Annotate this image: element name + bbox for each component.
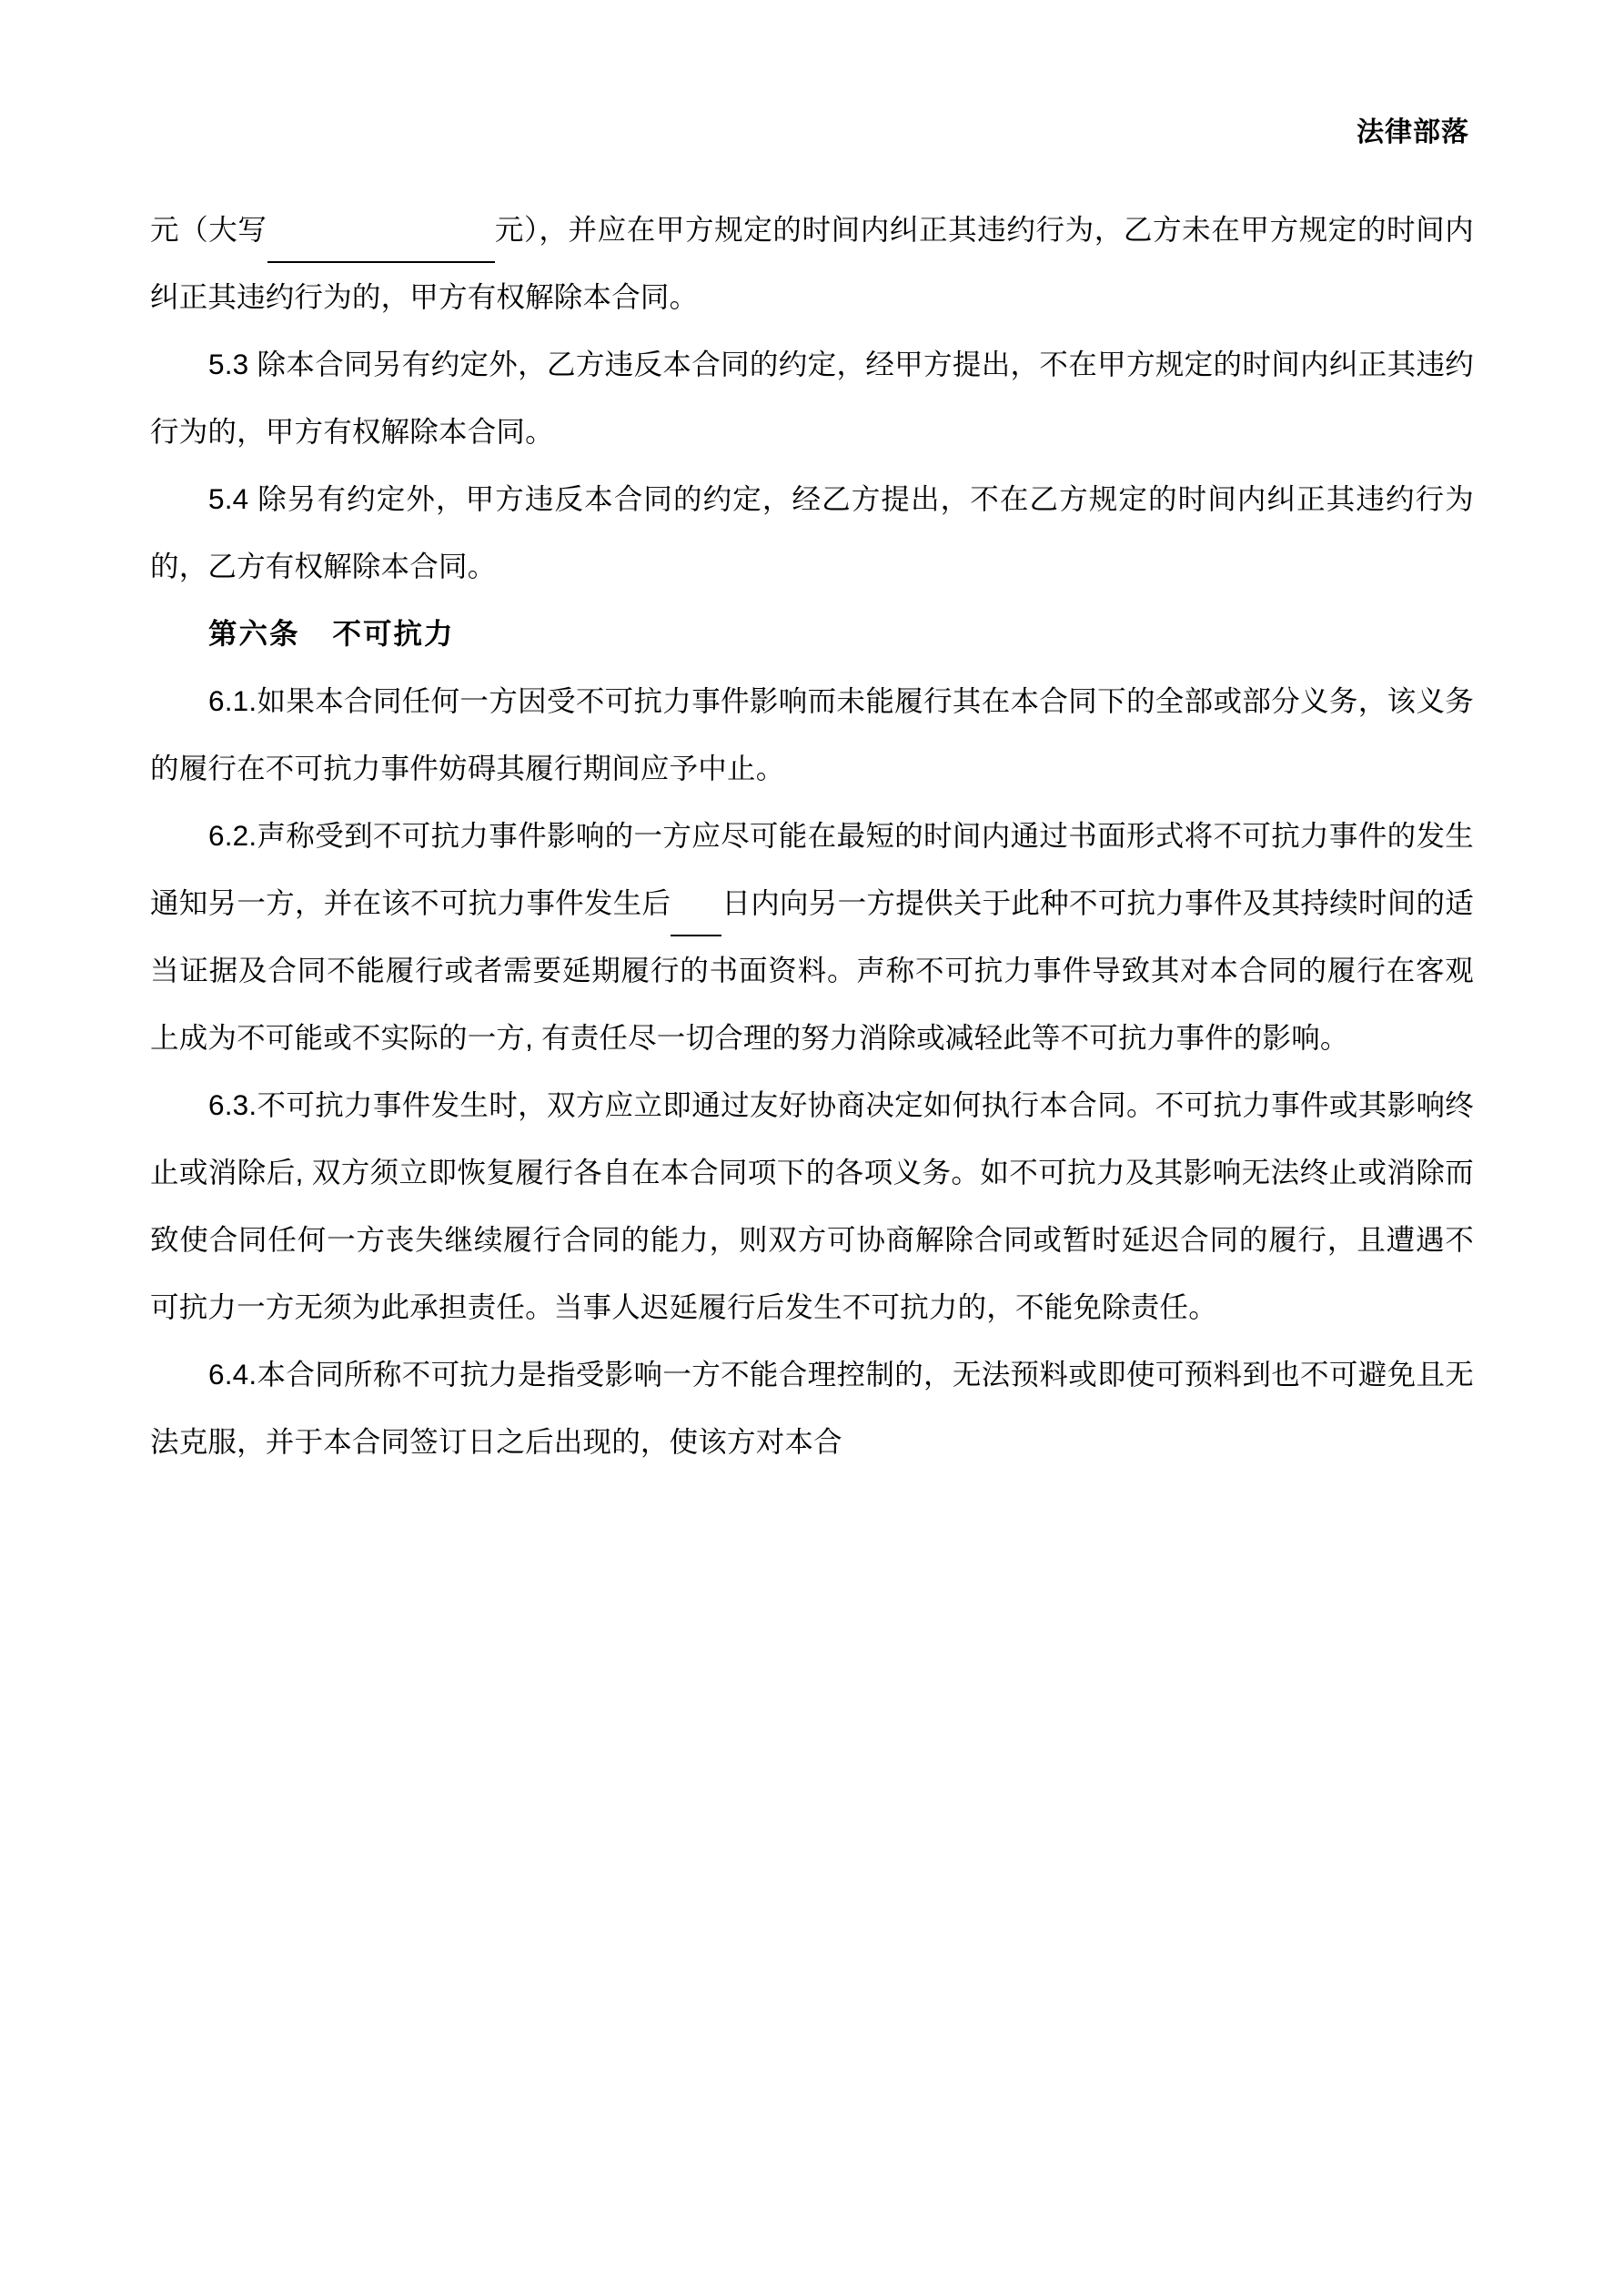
document-body bbox=[150, 196, 1474, 1475]
para-6-3-text: 6.3.不可抗力事件发生时，双方应立即通过友好协商决定如何执行本合同。不可抗力事件或其影响终止或消除后, 双方须立即恢复履行各自在本合同项下的各项义务。如不可抗力及其影响无法终止或消除而致使合同任何一方丧失继续履行合同的能力，则双方可协商解除合同或暂时延迟合同的履行，且遭遇不可抗力一方无须为此承担责任。当事人迟延履行后发生不可抗力的，不能免除责任。 bbox=[150, 1088, 1474, 1323]
para-6-2-text: 日内向另一方提供关于此种不可抗力事件及其持续时间的适当证据及合同不能履行或者需要延期履行的书面资料。声称不可抗力事件导致其对本合同的履行在客观上成为不可能或不实际的一方, 有责任尽一切合理的努力消除或减轻此等不可抗力事件的影响。 bbox=[150, 886, 1475, 1054]
page-header-label: 法律部落 bbox=[1357, 117, 1469, 147]
fill-in-blank[interactable] bbox=[267, 234, 495, 263]
para-6-3 bbox=[150, 1071, 1474, 1340]
para-amount-breach-text: 元），并应在甲方规定的时间内纠正其违约行为，乙方未在甲方规定的时间内纠正其违约行为的，甲方有权解除本合同。 bbox=[150, 213, 1474, 313]
para-6-4-text: 6.4.本合同所称不可抗力是指受影响一方不能合理控制的，无法预料或即使可预料到也不可避免且无法克服，并于本合同签订日之后出现的，使该方对本合 bbox=[150, 1358, 1474, 1458]
heading-article-6-text: 第六条 bbox=[208, 617, 300, 650]
para-6-2-text: 6.2.声称受到不可抗力事件影响的一方应尽可能在最短的时间内通过书面形式将不可抗力事件的发生通知另一方，并在该不可抗力事件发生后 bbox=[150, 819, 1474, 919]
para-amount-breach-text: 元（大写 bbox=[150, 213, 267, 246]
para-5-3 bbox=[150, 330, 1474, 465]
para-6-1-text: 6.1.如果本合同任何一方因受不可抗力事件影响而未能履行其在本合同下的全部或部分义务，该义务的履行在不可抗力事件妨碍其履行期间应予中止。 bbox=[150, 684, 1474, 784]
para-5-4 bbox=[150, 465, 1474, 600]
para-amount-breach bbox=[150, 196, 1474, 330]
heading-article-6 bbox=[150, 600, 1474, 667]
para-6-4 bbox=[150, 1340, 1474, 1475]
para-6-1 bbox=[150, 667, 1474, 802]
para-5-3-text: 5.3 除本合同另有约定外，乙方违反本合同的约定，经甲方提出，不在甲方规定的时间内纠正其违约行为的，甲方有权解除本合同。 bbox=[150, 348, 1474, 448]
para-6-2 bbox=[150, 802, 1474, 1071]
para-5-4-text: 5.4 除另有约定外，甲方违反本合同的约定，经乙方提出，不在乙方规定的时间内纠正其违约行为的，乙方有权解除本合同。 bbox=[150, 482, 1474, 582]
heading-article-6-text: 不可抗力 bbox=[332, 617, 455, 650]
fill-in-blank[interactable] bbox=[671, 907, 721, 936]
